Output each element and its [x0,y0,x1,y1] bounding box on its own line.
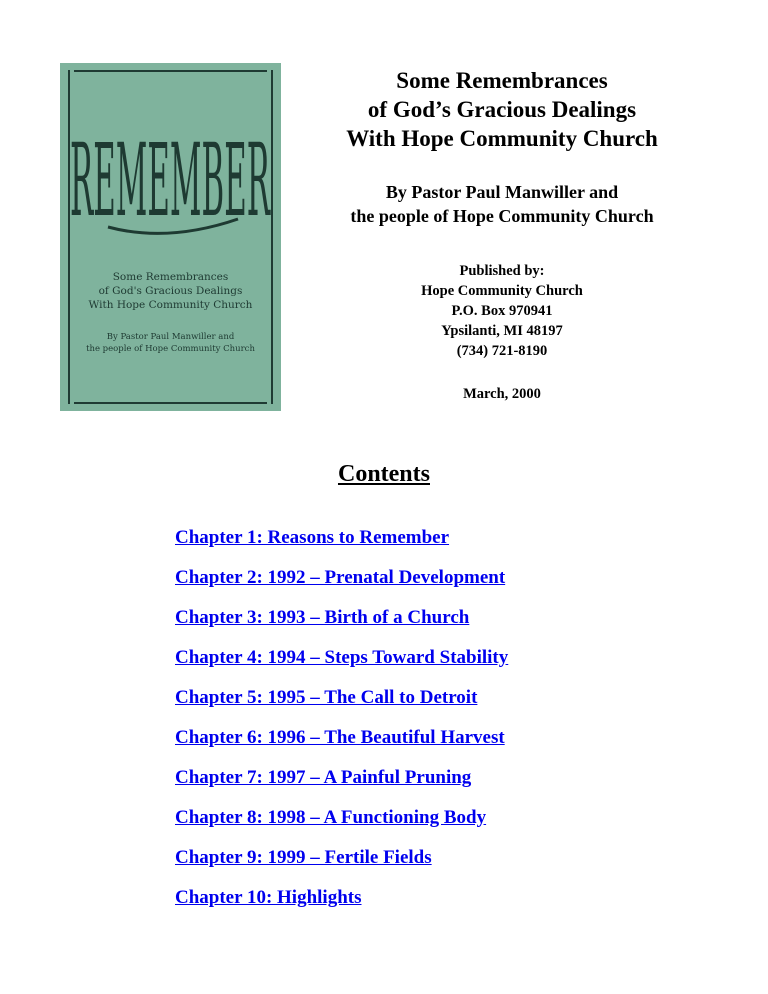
cover-subtitle [70,270,271,312]
cover-word: REMEMBER [70,122,271,235]
book-cover-image [60,63,281,411]
document-title [300,66,704,153]
cover-subtitle-line: of God's Gracious Dealings [98,285,243,297]
cover-subtitle-line: Some Remembrances [112,271,229,283]
toc-link-chapter-10[interactable]: Chapter 10: Highlights [175,887,362,908]
cover-subtitle-line: With Hope Community Church [88,299,253,311]
publisher-line: (734) 721-8190 [456,343,548,359]
contents-heading: Contents [337,461,430,487]
cover-remember-wordmark [68,115,273,235]
toc-link-chapter-8[interactable]: Chapter 8: 1998 – A Functioning Body [175,807,487,828]
byline-line: the people of Hope Community Church [350,206,654,226]
publisher-line: P.O. Box 970941 [451,303,553,319]
author-byline [300,180,704,228]
toc-link-chapter-7[interactable]: Chapter 7: 1997 – A Painful Pruning [175,767,472,788]
table-of-contents [175,527,508,927]
cover-byline-line: By Pastor Paul Manwiller and [106,332,235,342]
toc-link-chapter-9[interactable]: Chapter 9: 1999 – Fertile Fields [175,847,432,868]
toc-link-chapter-5[interactable]: Chapter 5: 1995 – The Call to Detroit [175,687,478,708]
byline-line: By Pastor Paul Manwiller and [385,182,619,202]
toc-link-chapter-3[interactable]: Chapter 3: 1993 – Birth of a Church [175,607,470,628]
title-line: of God’s Gracious Dealings [367,97,637,122]
toc-link-chapter-2[interactable]: Chapter 2: 1992 – Prenatal Development [175,567,506,588]
toc-link-chapter-4[interactable]: Chapter 4: 1994 – Steps Toward Stability [175,647,509,668]
cover-byline [70,331,271,355]
publication-date: March, 2000 [463,386,541,402]
publisher-block [300,261,704,361]
toc-link-chapter-6[interactable]: Chapter 6: 1996 – The Beautiful Harvest [175,727,505,748]
publisher-line: Ypsilanti, MI 48197 [441,323,563,339]
publisher-line: Published by: [459,263,545,279]
title-line: With Hope Community Church [346,126,658,151]
toc-link-chapter-1[interactable]: Chapter 1: Reasons to Remember [175,527,450,548]
title-line: Some Remembrances [396,68,608,93]
publisher-line: Hope Community Church [421,283,583,299]
cover-byline-line: the people of Hope Community Church [86,344,255,354]
